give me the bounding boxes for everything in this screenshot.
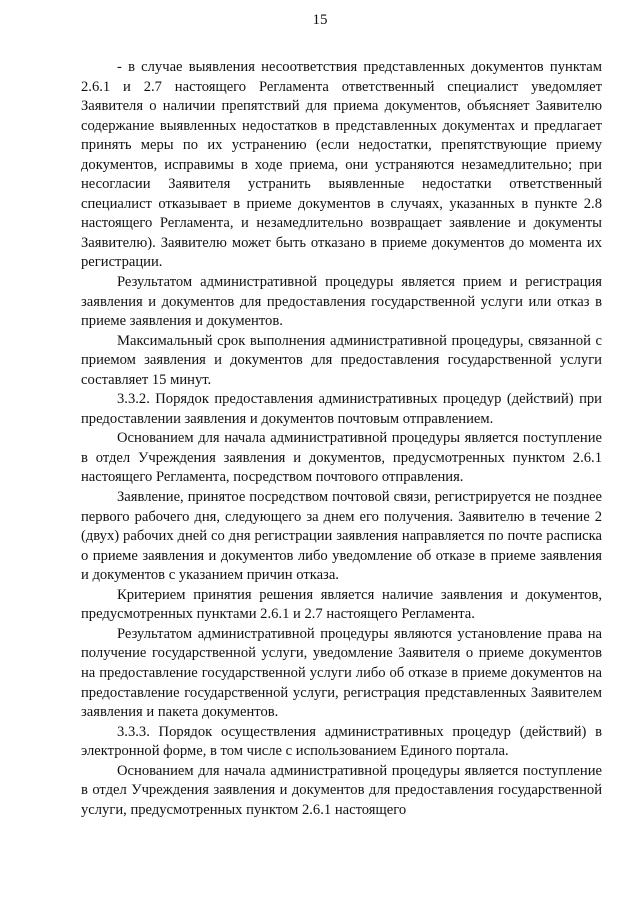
page-number: 15 xyxy=(312,12,328,28)
paragraph-electronic-basis: Основанием для начала административной процедуры является поступление в отдел Учреждения заявления и документов для предоставления государственной услуги, предусмотренных пунктом 2.6.1 настоящего xyxy=(81,762,602,818)
paragraph-section-3-3-3: 3.3.3. Порядок осуществления административных процедур (действий) в электронной форме, в том числе с использованием Единого портала. xyxy=(81,723,602,760)
document-body xyxy=(81,58,602,820)
paragraph-decision-criterion: Критерием принятия решения является наличие заявления и документов, предусмотренных пунктами 2.6.1 и 2.7 настоящего Регламента. xyxy=(81,586,602,623)
paragraph-max-duration: Максимальный срок выполнения административной процедуры, связанной с приемом заявления и документов для предоставления государственной услуги составляет 15 минут. xyxy=(81,332,602,388)
paragraph-postal-basis: Основанием для начала административной процедуры является поступление в отдел Учреждения заявления и документов, предусмотренных пунктом 2.6.1 настоящего Регламента, посредством почтового отправления. xyxy=(81,430,602,486)
paragraph-rejection-case: - в случае выявления несоответствия представленных документов пунктам 2.6.1 и 2.7 настоящего Регламента ответственный специалист уведомляет Заявителя о наличии препятствий для приема документов, объясняет Заявителю содержание выявленных недостатков в представленных документах и предлагает принять меры по их устранению (если недостатки, препятствующие приему документов, исправимы в ходе приема, они устраняются незамедлительно; при несогласии Заявителя устранить выявленные недостатки ответственный специалист отказывает в приеме документов в случаях, указанных в пункте 2.8 настоящего Регламента, и незамедлительно возвращает заявление и документы Заявителю). Заявителю может быть отказано в приеме документов до момента их регистрации. xyxy=(81,59,602,271)
paragraph-postal-registration: Заявление, принятое посредством почтовой связи, регистрируется не позднее первого рабочего дня, следующего за днем его получения. Заявителю в течение 2 (двух) рабочих дней со дня регистрации заявления направляется по почте расписка о приеме заявления и документов либо уведомление об отказе в приеме заявления и документов с указанием причин отказа. xyxy=(81,489,602,584)
paragraph-postal-result: Результатом административной процедуры являются установление права на получение государственной услуги, уведомление Заявителя о приеме документов на предоставление государственной услуги либо об отказе в приеме документов на предоставление государственной услуги, регистрация представленных Заявителем заявления и пакета документов. xyxy=(81,625,602,721)
paragraph-procedure-result: Результатом административной процедуры является прием и регистрация заявления и документов для предоставления государственной услуги или отказ в приеме заявления и документов. xyxy=(81,274,602,330)
paragraph-section-3-3-2: 3.3.2. Порядок предоставления административных процедур (действий) при предоставлении заявления и документов почтовым отправлением. xyxy=(81,391,602,427)
